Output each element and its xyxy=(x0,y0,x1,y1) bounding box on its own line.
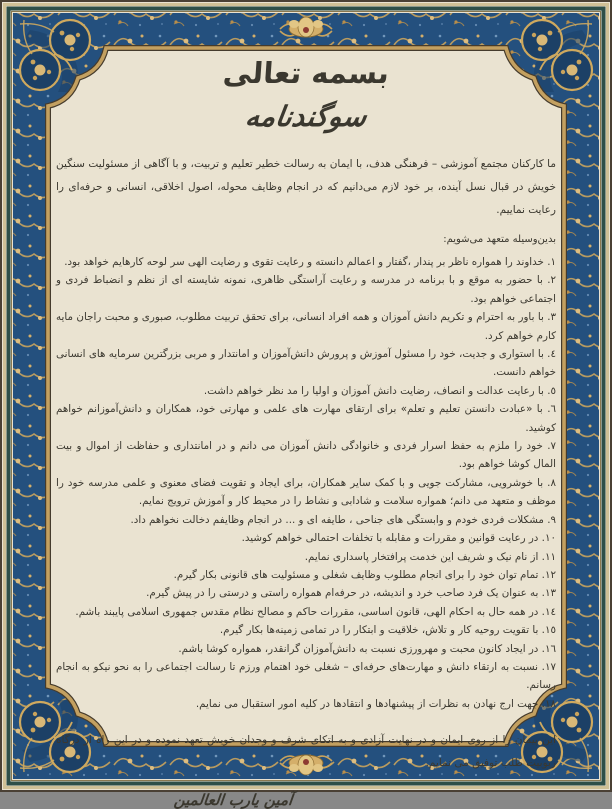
oath-item: ٦. با «عبادت دانستن تعلیم و تعلم» برای ارتقای مهارت های علمی و مهارتی خود، همکاران و دانش‌آموزانم خواهم کوشید. xyxy=(56,403,556,434)
oath-item: ٧. خود را ملزم به حفظ اسرار فردی و خانوادگی دانش آموزان می دانم و در امانتداری و حفاظت از اموال و بیت المال کوشا خواهم بود. xyxy=(56,440,556,471)
bismillah-calligraphy: بسمه تعالی xyxy=(221,56,391,90)
oath-item: ١١. از نام نیک و شریف این خدمت پرافتخار پاسداری نمایم. xyxy=(304,550,556,563)
oath-items-list xyxy=(56,253,556,713)
oath-item: ٩. مشکلات فردی خودم و وابستگی های جناحی ، طایفه ای و ... در انجام وظایفم دخالت نخواهم داد. xyxy=(130,513,556,526)
pledge-lead: بدین‌وسیله متعهد می‌شویم: xyxy=(443,234,556,245)
closing-paragraph: این پیمان را از روی ایمان و در نهایت آزادی و به اتکای شرف و وجدان خویش تعهد نموده و در این راه از درگاه ربوبیت طلب توفیق می نمایم. xyxy=(56,734,556,770)
oath-item: ٢. با حضور به موقع و با برنامه در مدرسه و رعایت آراستگی ظاهری، نمونه شایسته ای از نظم و انضباط فردی و اجتماعی خواهم بود. xyxy=(56,274,556,305)
oath-item: ١٢. تمام توان خود را برای انجام مطلوب وظایف شغلی و مسئولیت های قانونی بکار گیرم. xyxy=(173,568,556,581)
oath-item: ١٠. در رعایت قوانین و مقررات و مقابله با تخلفات احتمالی خواهم کوشید. xyxy=(241,532,556,545)
oath-item: ٥. با رعایت عدالت و انصاف، رضایت دانش آموزان و اولیا را مد نظر خواهم داشت. xyxy=(203,384,556,397)
oath-item: ١. خداوند را همواره ناظر بر پندار ،گفتار و اعمالم دانسته و رعایت تقوی و رضایت الهی سر لوحه کارهایم خواهد بود. xyxy=(64,256,556,268)
oath-item: ١٤. در همه حال به احکام الهی، قانون اساسی، مقررات حاکم و مصالح نظام مقدس جمهوری اسلامی پایبند باشم. xyxy=(75,605,556,618)
oath-item: ١٧. نسبت به ارتقاء دانش و مهارت‌های حرفه‌ای – شغلی خود اهتمام ورزم تا رسالت اجتماعی را به نحو نیکو به انجام رسانم. xyxy=(56,660,556,692)
oath-item: ١٣. به عنوان یک فرد صاحب خرد و اندیشه، در حرفه‌ام همواره راستی و درستی را در پیش گیرم. xyxy=(146,587,556,600)
oath-item: ٨. با خوشرویی، مشارکت جویی و با کمک سایر همکاران، برای ایجاد و تقویت فضای معنوی و علمی مدرسه خود را موظف و متعهد می دانم؛ همواره سلامت و شادابی و نشاط را در محیط کار و آموزش ترویج نمایم. xyxy=(56,476,556,508)
oath-item: ١٨. جهت ارج نهادن به نظرات از پیشنهادها و انتقادها در کلیه امور استقبال می نمایم. xyxy=(195,697,556,710)
signature-calligraphy: آمین یارب العالمین xyxy=(173,791,294,809)
document-content xyxy=(56,48,556,809)
oath-item: ٤. با استواری و جدیت، خود را مسئول آموزش و پرورش دانش‌آموزان و امانتدار و مربی بزرگترین سرمایه های انسانی خواهم دانست. xyxy=(56,348,556,379)
document-title: سوگندنامه xyxy=(243,100,369,133)
oath-item: ٣. با باور به احترام و تکریم دانش آموزان و همه افراد انسانی، برای تحقق تربیت مطلوب، صبوری و محبت راجان مایه کارم خواهم کرد. xyxy=(56,311,556,342)
oath-item: ١٥. با تقویت روحیه کار و تلاش، خلاقیت و ابتکار را در تمامی زمینه‌ها بکار گیرم. xyxy=(219,624,556,637)
intro-paragraph: ما کارکنان مجتمع آموزشی – فرهنگی هدف، با ایمان به رسالت خطیر تعلیم و تربیت، و با آگاهی از مسئولیت سنگین خویش در قبال نسل آینده، بر خود لازم می‌دانیم که در انجام وظایف محوله، اصول اخلاقی، انسانی و حرفه‌ای را رعایت نماییم. xyxy=(56,158,556,216)
oath-item: ١٦. در ایجاد کانون محبت و مهرورزی نسبت به دانش‌آموزان گرانقدر، همواره کوشا باشم. xyxy=(178,642,556,655)
